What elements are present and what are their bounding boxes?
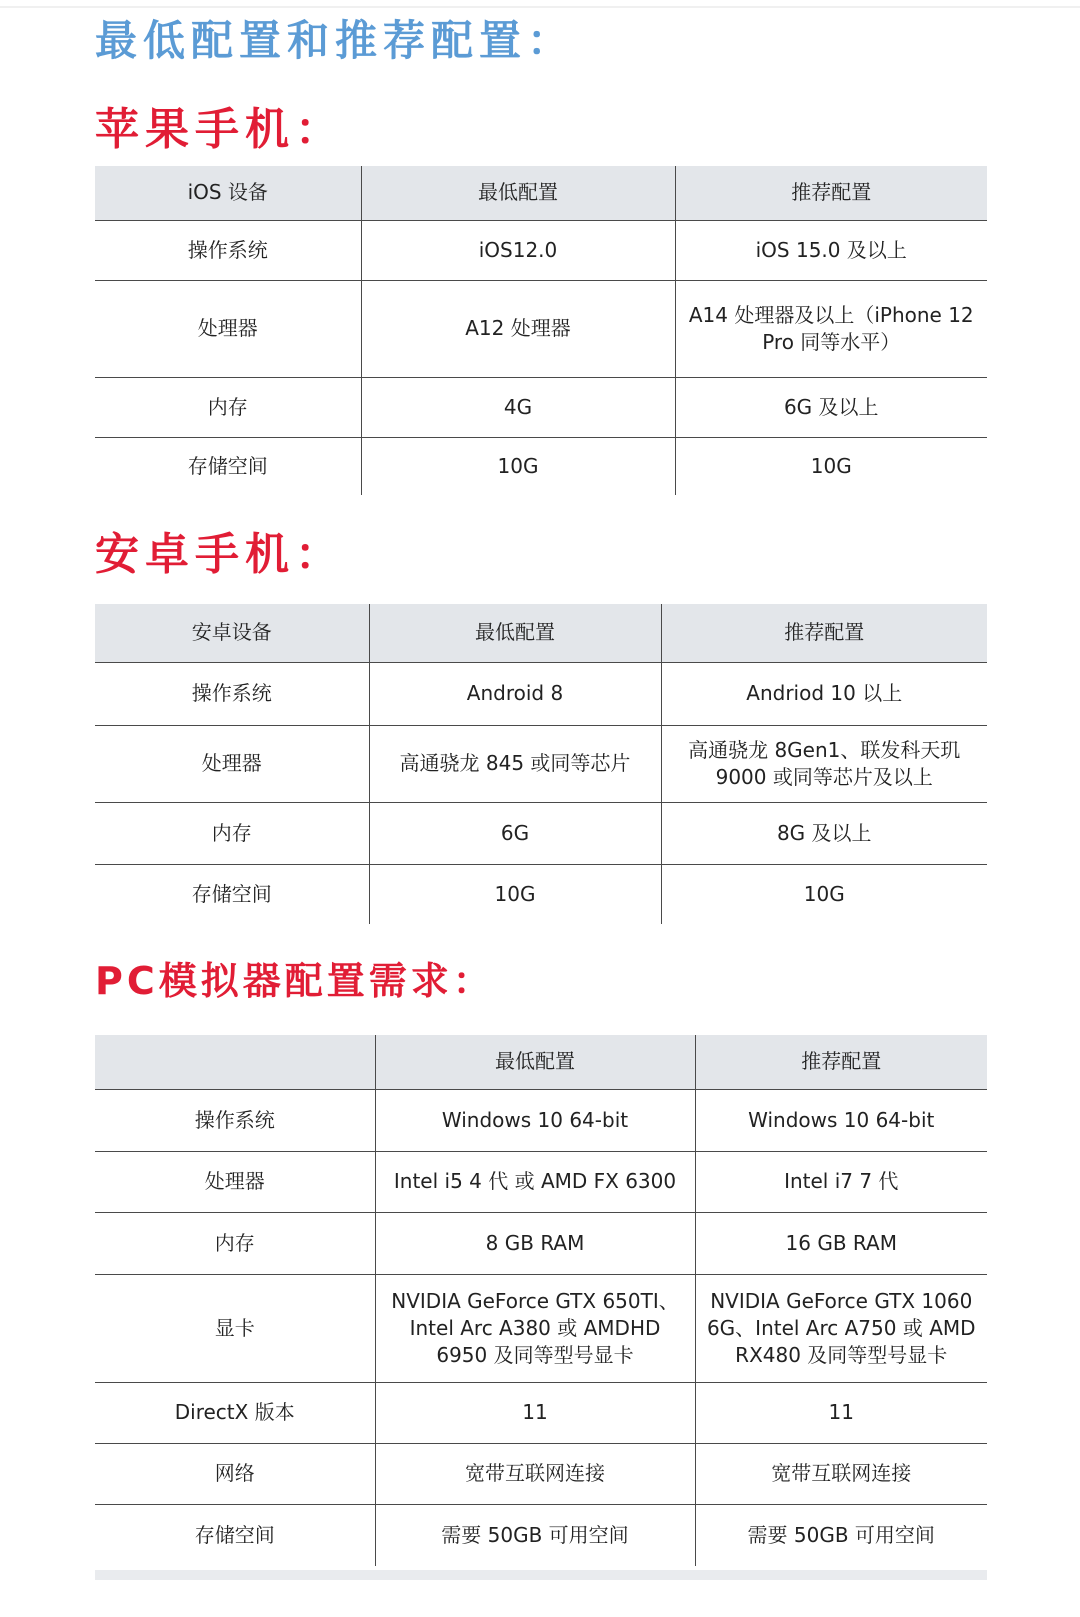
header-cell: 最低配置 [375,1035,695,1089]
table-row [95,1212,987,1274]
table-row [95,220,987,280]
row-label: 内存 [95,377,361,437]
rec-value: Intel i7 7 代 [695,1151,987,1212]
row-label: 操作系统 [95,662,369,725]
table-row [95,1089,987,1151]
rec-value: 需要 50GB 可用空间 [695,1504,987,1566]
section-title-android: 安卓手机： [95,529,345,580]
table-header-row [95,604,987,662]
min-value: 高通骁龙 845 或同等芯片 [369,725,661,802]
table-row [95,1443,987,1504]
table-row [95,1274,987,1382]
header-cell: 最低配置 [361,166,675,220]
table-row [95,1151,987,1212]
rec-value: 宽带互联网连接 [695,1443,987,1504]
section-title-ios: 苹果手机： [95,104,345,155]
row-label: 操作系统 [95,1089,375,1151]
min-value: 10G [361,437,675,495]
table-row [95,725,987,802]
min-value: iOS12.0 [361,220,675,280]
min-value: 需要 50GB 可用空间 [375,1504,695,1566]
rec-value: A14 处理器及以上（iPhone 12 Pro 同等水平） [675,280,987,377]
row-label: 处理器 [95,1151,375,1212]
android-spec-table [95,604,987,924]
row-label: DirectX 版本 [95,1382,375,1443]
row-label: 处理器 [95,280,361,377]
table-header-row [95,166,987,220]
rec-value: 6G 及以上 [675,377,987,437]
min-value: 8 GB RAM [375,1212,695,1274]
row-label: 内存 [95,1212,375,1274]
header-cell [95,1035,375,1089]
min-value: NVIDIA GeForce GTX 650TI、Intel Arc A380 或 AMDHD 6950 及同等型号显卡 [375,1274,695,1382]
rec-value: 8G 及以上 [661,802,987,864]
header-cell: 推荐配置 [695,1035,987,1089]
rec-value: 11 [695,1382,987,1443]
min-value: 4G [361,377,675,437]
table-row [95,1504,987,1566]
header-cell: iOS 设备 [95,166,361,220]
row-label: 存储空间 [191,881,272,906]
table-row [95,864,987,924]
main-title: 最低配置和推荐配置： [95,16,576,65]
rec-value: 10G [661,864,987,924]
rec-value: NVIDIA GeForce GTX 1060 6G、Intel Arc A750 或 AMD RX480 及同等型号显卡 [695,1274,987,1382]
table-header-row [95,1035,987,1089]
min-value: 11 [375,1382,695,1443]
row-label: 显卡 [95,1274,375,1382]
table-row [95,802,987,864]
header-cell: 推荐配置 [675,166,987,220]
min-value: Android 8 [369,662,661,725]
table-row [95,1382,987,1443]
section-title-pc: PC模拟器配置需求： [95,959,495,1003]
rec-value: 10G [675,437,987,495]
row-label: 处理器 [95,725,369,802]
rec-value: iOS 15.0 及以上 [675,220,987,280]
min-value: 10G [369,864,661,924]
row-label: 网络 [95,1443,375,1504]
table-row [95,437,987,495]
min-value: 宽带互联网连接 [375,1443,695,1504]
table-row [95,662,987,725]
rec-value: Andriod 10 以上 [661,662,987,725]
rec-value: Windows 10 64-bit [695,1089,987,1151]
table-footer-bar [95,1570,987,1580]
row-label: 存储空间 [194,1522,275,1547]
table-row [95,280,987,377]
min-value: Windows 10 64-bit [375,1089,695,1151]
row-label: 内存 [95,802,369,864]
rec-value: 高通骁龙 8Gen1、联发科天玑 9000 或同等芯片及以上 [661,725,987,802]
table-row [95,377,987,437]
min-value: 6G [369,802,661,864]
min-value: Intel i5 4 代 或 AMD FX 6300 [375,1151,695,1212]
min-value: A12 处理器 [361,280,675,377]
ios-spec-table [95,166,987,495]
header-cell: 安卓设备 [95,604,369,662]
row-label: 操作系统 [95,220,361,280]
rec-value: 16 GB RAM [695,1212,987,1274]
header-cell: 推荐配置 [661,604,987,662]
header-cell: 最低配置 [369,604,661,662]
pc-spec-table [95,1035,987,1566]
row-label: 存储空间 [187,453,268,478]
